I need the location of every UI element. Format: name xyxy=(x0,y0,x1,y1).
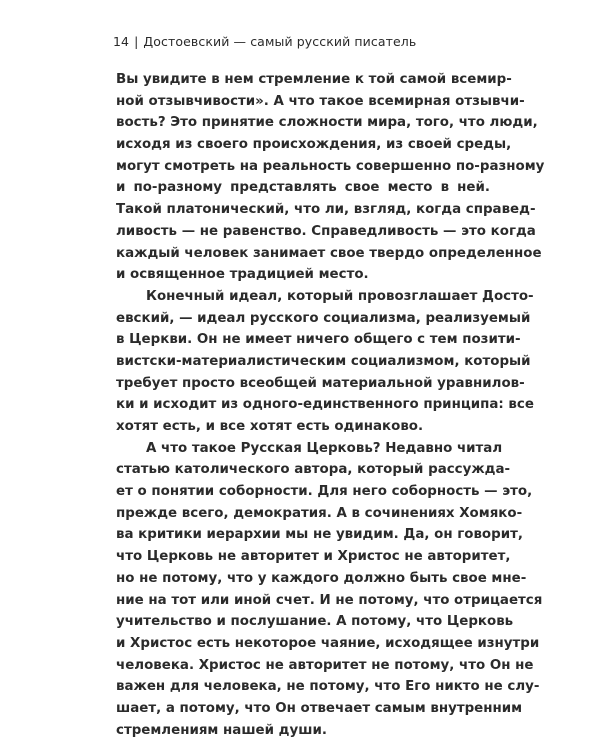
text-line: что Церковь не авторитет и Христос не авторитет, xyxy=(116,549,511,565)
text-line: требует просто всеобщей материальной уравнилов- xyxy=(116,375,525,391)
running-header xyxy=(113,34,416,49)
text-line: исходя из своего происхождения, из своей среды, xyxy=(116,137,512,153)
book-title: Достоевский — самый русский писатель xyxy=(143,34,417,49)
text-line: ливость — не равенство. Справедливость — это когда xyxy=(116,223,536,239)
body-text xyxy=(116,69,545,741)
text-line: прежде всего, демократия. А в сочинениях Хомяко- xyxy=(116,505,523,521)
text-line: ной отзывчивости». А что такое всемирная отзывчи- xyxy=(116,93,525,109)
text-line: ва критики иерархии мы не увидим. Да, он говорит, xyxy=(116,527,523,543)
header-separator: | xyxy=(134,34,139,49)
text-line: стремлениям нашей души. xyxy=(116,722,327,738)
text-line: важен для человека, не потому, что Его никто не слу- xyxy=(116,679,540,695)
text-line: ки и исходит из одного-единственного принципа: все xyxy=(116,397,534,413)
text-line: шает, а потому, что Он отвечает самым внутренним xyxy=(116,700,523,716)
text-line: учительство и послушание. А потому, что Церковь xyxy=(116,614,514,630)
text-line: могут смотреть на реальность совершенно по-разному xyxy=(116,158,545,174)
text-line: евский, — идеал русского социализма, реализуемый xyxy=(116,310,531,326)
text-line: статью католического автора, который рассужда- xyxy=(116,462,511,478)
text-line: и Христос есть некоторое чаяние, исходящее изнутри xyxy=(116,635,540,651)
text-line: вистски-материалистическим социализмом, который xyxy=(116,353,531,369)
page-number: 14 xyxy=(113,34,130,49)
text-line: хотят есть, и все хотят есть одинаково. xyxy=(116,419,424,434)
text-line: Конечный идеал, который провозглашает Досто- xyxy=(146,288,534,304)
text-line: и по-разному представлять свое место в ней. xyxy=(116,180,490,196)
text-line: Такой платонический, что ли, взгляд, когда справед- xyxy=(116,202,536,218)
text-line: но не потому, что у каждого должно быть свое мне- xyxy=(116,570,527,586)
text-line: и освященное традицией место. xyxy=(116,267,369,283)
text-line: ние на тот или иной счет. И не потому, что отрицается xyxy=(116,592,543,608)
text-line: в Церкви. Он не имеет ничего общего с тем позити- xyxy=(116,332,521,348)
text-line: вость? Это принятие сложности мира, того, что люди, xyxy=(116,115,538,131)
text-line: ет о понятии соборности. Для него соборность — это, xyxy=(116,484,533,500)
text-line: А что такое Русская Церковь? Недавно читал xyxy=(146,440,503,456)
text-line: каждый человек занимает свое твердо определенное xyxy=(116,245,542,261)
text-line: человека. Христос не авторитет не потому, что Он не xyxy=(116,657,534,673)
text-line: Вы увидите в нем стремление к той самой всемир- xyxy=(116,72,512,87)
